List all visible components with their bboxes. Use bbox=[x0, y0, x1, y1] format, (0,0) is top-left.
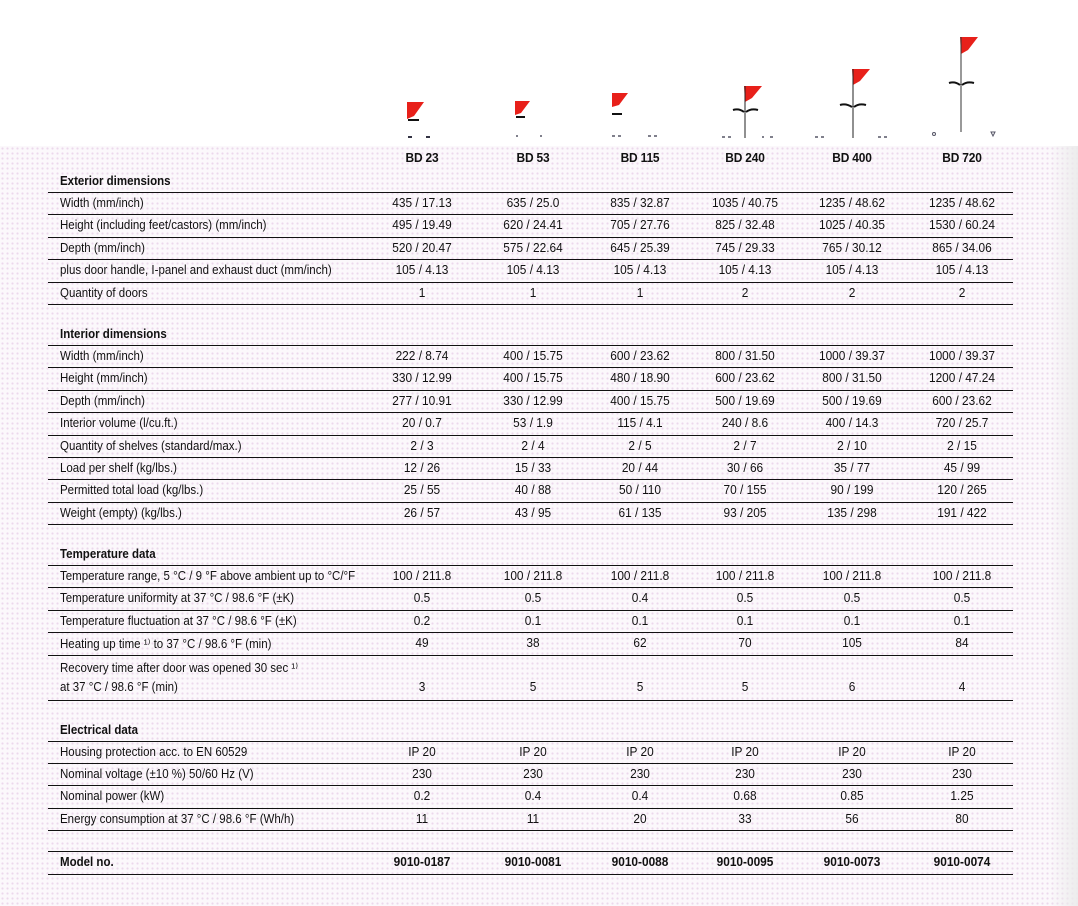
cell-value: 1 bbox=[529, 285, 537, 300]
cell-value: 62 bbox=[633, 636, 647, 651]
cell-value: 105 / 4.13 bbox=[613, 263, 667, 278]
section-title-text: Interior dimensions bbox=[60, 326, 167, 341]
cell-value: 600 / 23.62 bbox=[610, 348, 670, 363]
cell-value: 330 / 12.99 bbox=[392, 371, 452, 386]
cell-value: IP 20 bbox=[408, 744, 436, 759]
cell-value: 0.5 bbox=[413, 591, 431, 606]
section-title bbox=[48, 170, 1013, 193]
table-row bbox=[48, 764, 1013, 786]
cell-value: IP 20 bbox=[626, 744, 654, 759]
cell-value: 70 / 155 bbox=[723, 483, 767, 498]
cell-value: 0.5 bbox=[736, 591, 754, 606]
table-row bbox=[48, 742, 1013, 764]
row-label: Nominal power (kW) bbox=[60, 789, 165, 804]
cell-value: 1.25 bbox=[950, 789, 974, 804]
section-title-text: Temperature data bbox=[60, 547, 156, 562]
table-row bbox=[48, 656, 1013, 701]
cell-value: 1235 / 48.62 bbox=[818, 196, 886, 210]
flag-pole-icon bbox=[812, 66, 892, 140]
model-header: BD 400 bbox=[832, 150, 872, 165]
cell-value: 230 bbox=[412, 767, 432, 782]
cell-value: 33 bbox=[738, 811, 752, 826]
cell-value: 49 bbox=[415, 636, 429, 651]
cell-value: 105 / 4.13 bbox=[506, 263, 560, 278]
cell-value: 115 / 4.1 bbox=[617, 416, 663, 431]
cell-value: 93 / 205 bbox=[723, 505, 767, 520]
cell-value: 20 / 0.7 bbox=[402, 416, 442, 431]
cell-value: 11 bbox=[526, 811, 540, 826]
row-label: Nominal voltage (±10 %) 50/60 Hz (V) bbox=[60, 767, 254, 782]
cell-value: 400 / 14.3 bbox=[825, 416, 879, 431]
table-row bbox=[48, 458, 1013, 480]
cell-value: 520 / 20.47 bbox=[392, 240, 452, 255]
cell-value: 3 bbox=[418, 679, 426, 694]
row-label: Width (mm/inch) bbox=[60, 348, 144, 363]
cell-value: 1035 / 40.75 bbox=[711, 196, 779, 210]
row-label: Weight (empty) (kg/lbs.) bbox=[60, 505, 182, 520]
cell-value: 230 bbox=[523, 767, 543, 782]
cell-value: 1235 / 48.62 bbox=[928, 196, 996, 210]
model-header: BD 240 bbox=[725, 150, 765, 165]
cell-value: 400 / 15.75 bbox=[610, 393, 670, 408]
cell-value: IP 20 bbox=[948, 744, 976, 759]
model-number-top-rule bbox=[48, 845, 1013, 852]
table-row bbox=[48, 368, 1013, 390]
cell-value: 100 / 211.8 bbox=[822, 569, 882, 584]
cell-value: 105 / 4.13 bbox=[395, 263, 449, 278]
table-row bbox=[48, 193, 1013, 215]
row-label: Temperature uniformity at 37 °C / 98.6 °F (±K) bbox=[60, 591, 295, 606]
table-row bbox=[48, 786, 1013, 808]
model-header: BD 720 bbox=[942, 150, 982, 165]
cell-value: 26 / 57 bbox=[403, 505, 441, 520]
cell-value: 600 / 23.62 bbox=[932, 393, 992, 408]
cell-value: 5 bbox=[529, 679, 537, 694]
row-label: Load per shelf (kg/lbs.) bbox=[60, 460, 177, 475]
cell-value: 575 / 22.64 bbox=[503, 240, 563, 255]
cell-value: 600 / 23.62 bbox=[715, 371, 775, 386]
table-row bbox=[48, 566, 1013, 588]
cell-value: 0.4 bbox=[631, 591, 649, 606]
cell-value: 1000 / 39.37 bbox=[928, 348, 996, 363]
cell-value: 645 / 25.39 bbox=[610, 240, 670, 255]
row-label: Height (including feet/castors) (mm/inch) bbox=[60, 218, 267, 233]
cell-value: 435 / 17.13 bbox=[392, 196, 452, 210]
section-title bbox=[48, 719, 1013, 742]
cell-value: 20 / 44 bbox=[621, 460, 659, 475]
cell-value: IP 20 bbox=[838, 744, 866, 759]
section-spacer bbox=[48, 305, 1013, 323]
cell-value: 705 / 27.76 bbox=[610, 218, 670, 233]
cell-value: 2 / 15 bbox=[947, 438, 977, 453]
row-label: Temperature range, 5 °C / 9 °F above ambient up to °C/°F bbox=[60, 569, 356, 584]
cell-value: 835 / 32.87 bbox=[610, 196, 670, 210]
cell-value: 865 / 34.06 bbox=[932, 240, 992, 255]
specification-table bbox=[48, 170, 1013, 875]
cell-value: 35 / 77 bbox=[833, 460, 871, 475]
cell-value: 1 bbox=[418, 285, 426, 300]
cell-value: 100 / 211.8 bbox=[932, 569, 992, 584]
table-row bbox=[48, 588, 1013, 610]
section-title bbox=[48, 323, 1013, 346]
row-label bbox=[60, 659, 298, 697]
cell-value: 330 / 12.99 bbox=[503, 393, 563, 408]
cell-value: 0.1 bbox=[524, 613, 542, 628]
cell-value: 61 / 135 bbox=[618, 505, 662, 520]
cell-value: 0.85 bbox=[840, 789, 864, 804]
cell-value: 230 bbox=[630, 767, 650, 782]
model-icons-strip bbox=[0, 0, 1078, 146]
cell-value: 100 / 211.8 bbox=[503, 569, 563, 584]
cell-value: 400 / 15.75 bbox=[503, 371, 563, 386]
cell-value: 500 / 19.69 bbox=[822, 393, 882, 408]
cell-value: 0.1 bbox=[631, 613, 649, 628]
table-row bbox=[48, 260, 1013, 282]
cell-value: 0.1 bbox=[843, 613, 861, 628]
row-label: Quantity of shelves (standard/max.) bbox=[60, 438, 242, 453]
cell-value: 2 / 7 bbox=[733, 438, 757, 453]
cell-value: 0.68 bbox=[733, 789, 757, 804]
section-spacer bbox=[48, 831, 1013, 845]
cell-value: 230 bbox=[952, 767, 972, 782]
page-edge-shadow bbox=[1050, 146, 1078, 906]
row-label: Heating up time ¹⁾ to 37 °C / 98.6 °F (min) bbox=[60, 637, 272, 652]
cell-value: 2 bbox=[958, 285, 966, 300]
cell-value: 2 / 3 bbox=[410, 438, 434, 453]
cell-value: 1530 / 60.24 bbox=[928, 218, 996, 233]
model-number-row bbox=[48, 852, 1013, 874]
cell-value: 15 / 33 bbox=[514, 460, 552, 475]
table-row bbox=[48, 391, 1013, 413]
cell-value: 43 / 95 bbox=[514, 505, 552, 520]
cell-value: 40 / 88 bbox=[514, 483, 552, 498]
cell-value: 9010-0088 bbox=[611, 855, 669, 870]
cell-value: 500 / 19.69 bbox=[715, 393, 775, 408]
row-label: Interior volume (l/cu.ft.) bbox=[60, 416, 178, 431]
table-row bbox=[48, 413, 1013, 435]
table-row bbox=[48, 436, 1013, 458]
cell-value: 1000 / 39.37 bbox=[818, 348, 886, 363]
cell-value: IP 20 bbox=[519, 744, 547, 759]
cell-value: 765 / 30.12 bbox=[822, 240, 882, 255]
cell-value: 0.2 bbox=[413, 789, 431, 804]
cell-value: 0.5 bbox=[953, 591, 971, 606]
row-label: Quantity of doors bbox=[60, 285, 148, 300]
cell-value: 90 / 199 bbox=[830, 483, 874, 498]
cell-value: 745 / 29.33 bbox=[715, 240, 775, 255]
cell-value: 53 / 1.9 bbox=[513, 416, 553, 431]
cell-value: 105 / 4.13 bbox=[718, 263, 772, 278]
cell-value: 105 / 4.13 bbox=[825, 263, 879, 278]
row-label-line: at 37 °C / 98.6 °F (min) bbox=[60, 679, 178, 694]
cell-value: 800 / 31.50 bbox=[822, 371, 882, 386]
cell-value: 12 / 26 bbox=[403, 460, 441, 475]
flag-pole-icon bbox=[922, 34, 1012, 138]
cell-value: 1200 / 47.24 bbox=[928, 371, 996, 386]
cell-value: 0.5 bbox=[524, 591, 542, 606]
cell-value: 9010-0081 bbox=[504, 855, 562, 870]
table-row bbox=[48, 283, 1013, 305]
cell-value: 30 / 66 bbox=[726, 460, 764, 475]
cell-value: 277 / 10.91 bbox=[392, 393, 452, 408]
row-label: Height (mm/inch) bbox=[60, 371, 148, 386]
table-row bbox=[48, 480, 1013, 502]
cell-value: 2 / 4 bbox=[521, 438, 545, 453]
cell-value: 20 bbox=[633, 811, 647, 826]
cell-value: 1 bbox=[636, 285, 644, 300]
cell-value: 825 / 32.48 bbox=[715, 218, 775, 233]
section-title-text: Exterior dimensions bbox=[60, 174, 171, 188]
cell-value: 9010-0187 bbox=[393, 855, 451, 870]
cell-value: 230 bbox=[842, 767, 862, 782]
small-flag-icon bbox=[512, 98, 548, 138]
cell-value: 11 bbox=[415, 811, 429, 826]
cell-value: 635 / 25.0 bbox=[506, 196, 560, 210]
cell-value: 1025 / 40.35 bbox=[818, 218, 886, 233]
row-label: Depth (mm/inch) bbox=[60, 240, 145, 255]
row-label: Temperature fluctuation at 37 °C / 98.6 °F (±K) bbox=[60, 613, 297, 628]
cell-value: 135 / 298 bbox=[827, 505, 877, 520]
row-label: Depth (mm/inch) bbox=[60, 393, 145, 408]
cell-value: 100 / 211.8 bbox=[715, 569, 775, 584]
cell-value: 620 / 24.41 bbox=[503, 218, 563, 233]
cell-value: 105 bbox=[842, 636, 862, 651]
cell-value: 720 / 25.7 bbox=[935, 416, 989, 431]
table-row bbox=[48, 633, 1013, 655]
cell-value: 5 bbox=[636, 679, 644, 694]
table-row bbox=[48, 611, 1013, 633]
cell-value: 0.1 bbox=[736, 613, 754, 628]
cell-value: 56 bbox=[845, 811, 859, 826]
cell-value: 25 / 55 bbox=[403, 483, 441, 498]
row-label: Housing protection acc. to EN 60529 bbox=[60, 744, 248, 759]
cell-value: 50 / 110 bbox=[618, 483, 662, 498]
row-label: Model no. bbox=[60, 855, 114, 870]
table-row bbox=[48, 346, 1013, 368]
cell-value: 240 / 8.6 bbox=[721, 416, 769, 431]
cell-value: 230 bbox=[735, 767, 755, 782]
cell-value: 84 bbox=[955, 636, 969, 651]
cell-value: IP 20 bbox=[731, 744, 759, 759]
cell-value: 0.1 bbox=[953, 613, 971, 628]
section-title-text: Electrical data bbox=[60, 722, 138, 737]
table-row bbox=[48, 238, 1013, 260]
cell-value: 191 / 422 bbox=[937, 505, 987, 520]
section-spacer bbox=[48, 701, 1013, 719]
model-header: BD 23 bbox=[405, 150, 439, 165]
cell-value: 5 bbox=[741, 679, 749, 694]
cell-value: 2 / 10 bbox=[837, 438, 867, 453]
cell-value: 45 / 99 bbox=[943, 460, 981, 475]
cell-value: 2 bbox=[741, 285, 749, 300]
model-header: BD 53 bbox=[516, 150, 550, 165]
section-spacer bbox=[48, 525, 1013, 543]
cell-value: 9010-0095 bbox=[716, 855, 774, 870]
cell-value: 480 / 18.90 bbox=[610, 371, 670, 386]
small-flag-icon bbox=[610, 90, 666, 140]
cell-value: 400 / 15.75 bbox=[503, 348, 563, 363]
model-header: BD 115 bbox=[620, 150, 660, 165]
cell-value: 0.4 bbox=[524, 789, 542, 804]
model-headers bbox=[0, 150, 1078, 170]
cell-value: 0.2 bbox=[413, 613, 431, 628]
small-flag-icon bbox=[404, 100, 440, 140]
table-row bbox=[48, 503, 1013, 525]
section-title bbox=[48, 543, 1013, 566]
cell-value: 100 / 211.8 bbox=[392, 569, 452, 584]
cell-value: 0.5 bbox=[843, 591, 861, 606]
row-label: Energy consumption at 37 °C / 98.6 °F (Wh/h) bbox=[60, 811, 295, 826]
table-row bbox=[48, 809, 1013, 831]
table-row bbox=[48, 215, 1013, 237]
cell-value: 9010-0073 bbox=[823, 855, 881, 870]
cell-value: 100 / 211.8 bbox=[610, 569, 670, 584]
row-label: plus door handle, I-panel and exhaust duct (mm/inch) bbox=[60, 263, 332, 278]
cell-value: 800 / 31.50 bbox=[715, 348, 775, 363]
cell-value: 2 / 5 bbox=[628, 438, 652, 453]
cell-value: 495 / 19.49 bbox=[392, 218, 452, 233]
cell-value: 38 bbox=[526, 636, 540, 651]
cell-value: 105 / 4.13 bbox=[935, 263, 989, 278]
cell-value: 222 / 8.74 bbox=[395, 348, 449, 363]
cell-value: 6 bbox=[848, 679, 856, 694]
row-label-line: Recovery time after door was opened 30 sec ¹⁾ bbox=[60, 660, 299, 675]
cell-value: 120 / 265 bbox=[937, 483, 987, 498]
row-label: Permitted total load (kg/lbs.) bbox=[60, 483, 204, 498]
cell-value: 0.4 bbox=[631, 789, 649, 804]
cell-value: 70 bbox=[738, 636, 752, 651]
cell-value: 80 bbox=[955, 811, 969, 826]
cell-value: 9010-0074 bbox=[933, 855, 991, 870]
flag-pole-icon bbox=[716, 84, 786, 140]
row-label: Width (mm/inch) bbox=[60, 196, 144, 210]
cell-value: 4 bbox=[958, 679, 966, 694]
cell-value: 2 bbox=[848, 285, 856, 300]
